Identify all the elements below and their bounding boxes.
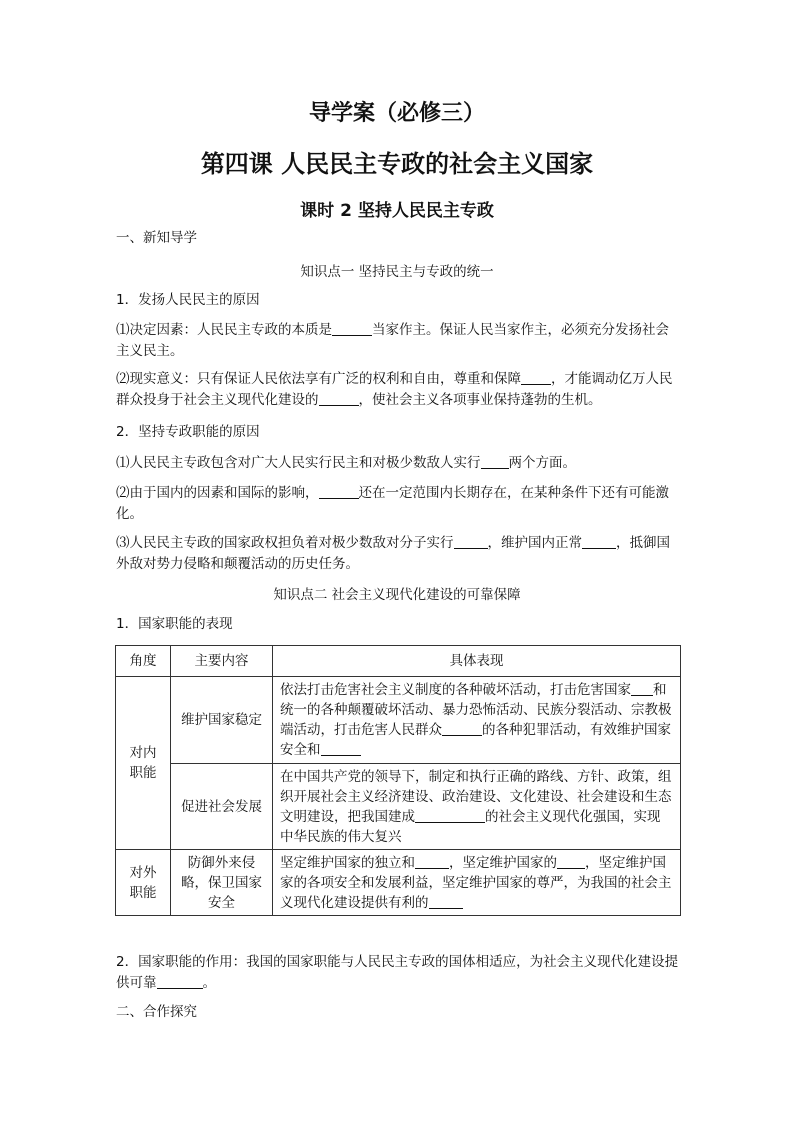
fill-blank: [319, 391, 359, 406]
row-label: 对内职能: [116, 677, 171, 850]
table-cell: 坚定维护国家的独立和 ，坚定维护国家的 ，坚定维护国家的各项安全和发展利益，坚定维护国家的尊严，为我国的社会主义现代化建设提供有利的: [273, 850, 681, 916]
item-heading: 1．国家职能的表现: [116, 616, 233, 632]
table-header: 角度: [116, 646, 171, 677]
fill-blank: [481, 454, 509, 469]
table-header-row: [116, 646, 681, 677]
table-row: [116, 850, 681, 916]
fill-blank: [582, 534, 616, 549]
table-cell: 在中国共产党的领导下，制定和执行正确的路线、方针、政策，组织开展社会主义经济建设、政治建设、文化建设、社会建设和生态文明建设，把我国建成 的社会主义现代化强国，实现中华民族的伟大复兴: [273, 764, 681, 850]
knowledge-point-heading: 知识点一 坚持民主与专政的统一: [300, 264, 494, 280]
table-header: 主要内容: [171, 646, 273, 677]
doc-title: 导学案（必修三）: [308, 101, 485, 126]
state-functions-table: [115, 645, 681, 916]
paragraph: ⑴人民民主专政包含对广大人民实行民主和对极少数敌人实行 两个方面。: [116, 455, 576, 471]
fill-blank: [332, 321, 372, 336]
period-title: 课时 2 坚持人民民主专政: [300, 201, 494, 221]
row-label: 对外职能: [116, 850, 171, 916]
table-header: 具体表现: [273, 646, 681, 677]
paragraph: ⑵由于国内的因素和国际的影响， 还在一定范围内长期存在，在某种条件下还有可能激化。: [116, 485, 669, 522]
paragraph: ⑴决定因素：人民民主专政的本质是 当家作主。保证人民当家作主，必须充分发扬社会主义民主。: [116, 322, 669, 359]
fill-blank: [454, 534, 488, 549]
table-cell: 依法打击危害社会主义制度的各种破坏活动，打击危害国家 和统一的各种颠覆破坏活动、暴力恐怖活动、民族分裂活动、宗教极端活动，打击危害人民群众 的各种犯罪活动，有效维护国家安全和: [273, 677, 681, 764]
table-row: [116, 764, 681, 850]
paragraph: ⑶人民民主专政的国家政权担负着对极少数敌对分子实行 ，维护国内正常 ，抵御国外敌对势力侵略和颠覆活动的历史任务。: [116, 535, 670, 572]
section-heading: 一、新知导学: [116, 230, 197, 246]
table-row: [116, 677, 681, 764]
item-heading: 2．坚持专政职能的原因: [116, 424, 260, 440]
knowledge-point-heading: 知识点二 社会主义现代化建设的可靠保障: [273, 587, 521, 603]
table-cell: 维护国家稳定: [171, 677, 273, 764]
fill-blank: [157, 974, 203, 989]
table-cell: 防御外来侵略，保卫国家安全: [171, 850, 273, 916]
section-heading: 二、合作探究: [116, 1004, 197, 1020]
fill-blank: [319, 484, 359, 499]
paragraph: 2．国家职能的作用：我国的国家职能与人民民主专政的国体相适应，为社会主义现代化建设提供可靠 。: [116, 954, 679, 991]
fill-blank: [521, 370, 551, 385]
item-heading: 1．发扬人民民主的原因: [116, 292, 260, 308]
lesson-title: 第四课 人民民主专政的社会主义国家: [200, 150, 594, 178]
table-cell: 促进社会发展: [171, 764, 273, 850]
paragraph: ⑵现实意义：只有保证人民依法享有广泛的权利和自由，尊重和保障 ，才能调动亿万人民群众投身于社会主义现代化建设的 ，使社会主义各项事业保持蓬勃的生机。: [116, 371, 673, 408]
